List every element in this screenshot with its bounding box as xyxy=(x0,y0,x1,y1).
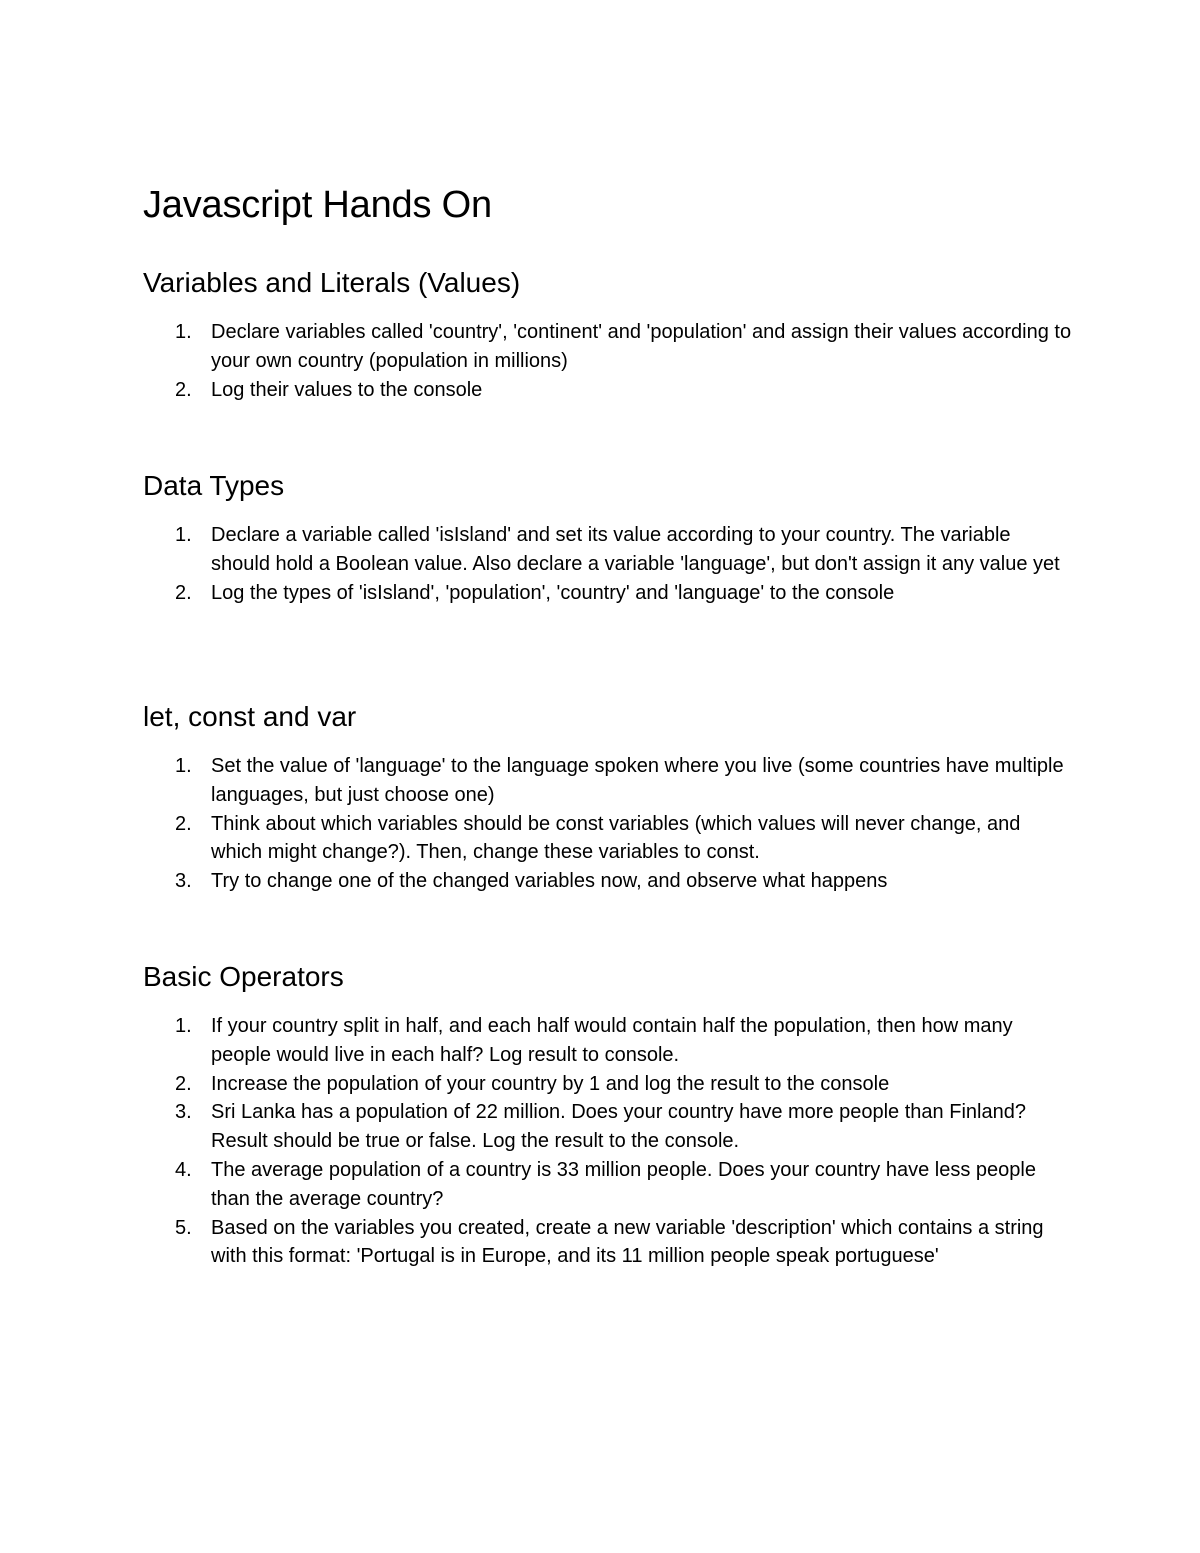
list-item xyxy=(143,521,1073,579)
list-item xyxy=(143,579,1073,608)
list-item-number: 1. xyxy=(175,524,192,546)
list-item xyxy=(143,318,1073,376)
list-item-number: 2. xyxy=(175,812,192,835)
list-item-text: Declare variables called 'country', 'continent' and 'population' and assign their values according to your own country (population in millions) xyxy=(211,321,1072,372)
list-item-text: Log their values to the console xyxy=(211,378,483,401)
document-body xyxy=(143,181,1073,1268)
list-item-number: 1. xyxy=(175,755,192,777)
list-item-number: 2. xyxy=(175,1072,192,1095)
list-item-text: Try to change one of the changed variables now, and observe what happens xyxy=(211,870,888,893)
document-title: Javascript Hands On xyxy=(143,184,492,226)
list-item xyxy=(143,1156,1073,1214)
list-item-number: 4. xyxy=(175,1158,192,1181)
task-list xyxy=(143,521,1073,607)
list-item-number: 1. xyxy=(175,321,192,343)
list-item-number: 1. xyxy=(175,1015,192,1037)
list-item-text: Set the value of 'language' to the language spoken where you live (some countries have multiple languages, but just choose one) xyxy=(211,755,1064,806)
task-list xyxy=(143,752,1073,896)
list-item xyxy=(143,810,1073,868)
list-item-text: Increase the population of your country by 1 and log the result to the console xyxy=(211,1072,890,1095)
section-heading: Basic Operators xyxy=(143,961,344,992)
list-item-number: 5. xyxy=(175,1216,192,1239)
section-data-types xyxy=(143,468,1073,607)
list-item-number: 2. xyxy=(175,378,192,401)
list-item xyxy=(143,1098,1073,1156)
list-item-text: Declare a variable called 'isIsland' and set its value according to your country. The variable should hold a Boolean value. Also declare a variable 'language', but don't assign it any value yet xyxy=(211,524,1060,575)
list-item-text: Log the types of 'isIsland', 'population', 'country' and 'language' to the console xyxy=(211,581,895,604)
list-item-number: 3. xyxy=(175,1101,192,1124)
section-heading: let, const and var xyxy=(143,701,357,732)
list-item-number: 3. xyxy=(175,870,192,893)
task-list xyxy=(143,1012,1073,1271)
list-item-text: If your country split in half, and each half would contain half the population, then how many people would live in each half? Log result to console. xyxy=(211,1015,1013,1066)
section-heading: Variables and Literals (Values) xyxy=(143,267,521,298)
list-item-text: Based on the variables you created, create a new variable 'description' which contains a string with this format: 'Portugal is in Europe, and its 11 million people speak portuguese' xyxy=(211,1216,1044,1268)
section-let-const-var xyxy=(143,699,1073,896)
section-basic-operators xyxy=(143,959,1073,1271)
list-item-text: The average population of a country is 33 million people. Does your country have less people than the average country? xyxy=(211,1158,1036,1210)
list-item xyxy=(143,867,1073,896)
list-item-number: 2. xyxy=(175,581,192,604)
list-item xyxy=(143,1070,1073,1099)
list-item-text: Sri Lanka has a population of 22 million. Does your country have more people than Finland? Result should be true or false. Log the result to the console. xyxy=(211,1101,1026,1153)
list-item xyxy=(143,1214,1073,1272)
list-item xyxy=(143,376,1073,405)
list-item xyxy=(143,752,1073,810)
list-item-text: Think about which variables should be const variables (which values will never change, and which might change?). Then, change these variables to const. xyxy=(211,812,1021,864)
section-variables-and-literals xyxy=(143,265,1073,404)
section-heading: Data Types xyxy=(143,470,285,501)
list-item xyxy=(143,1012,1073,1070)
task-list xyxy=(143,318,1073,404)
